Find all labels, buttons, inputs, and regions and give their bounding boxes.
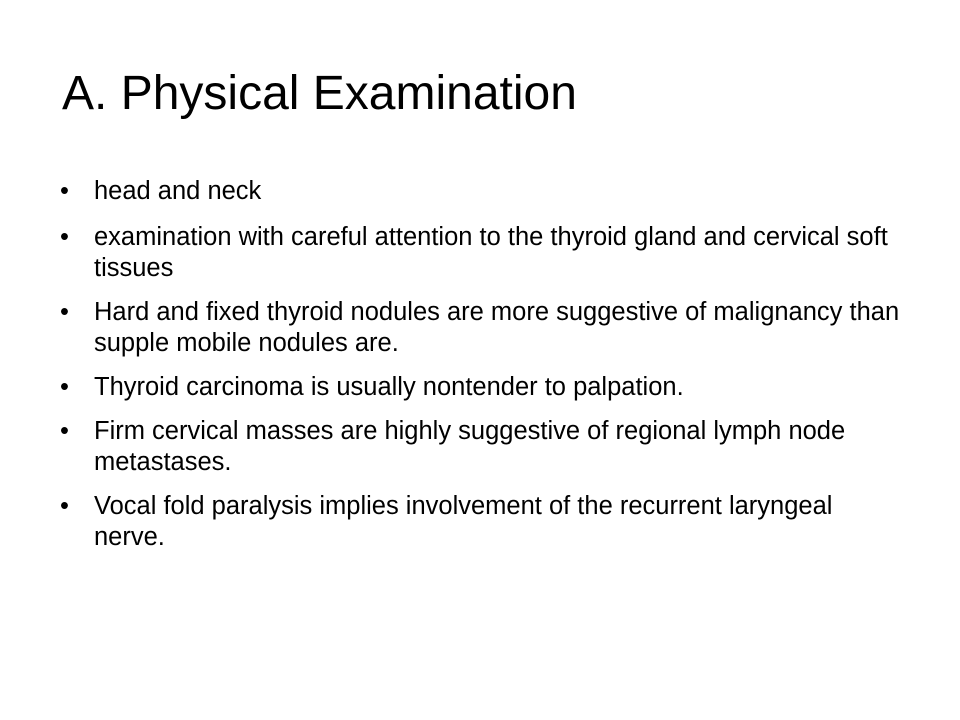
bullet-text: head and neck bbox=[94, 177, 262, 205]
bullet-item bbox=[60, 222, 900, 284]
slide-title: A. Physical Examination bbox=[62, 67, 577, 120]
bullet-item bbox=[60, 176, 900, 207]
bullet-text: Firm cervical masses are highly suggestive of regional lymph node metastases. bbox=[94, 417, 846, 476]
bullet-item bbox=[60, 297, 900, 359]
bullet-icon: • bbox=[60, 223, 69, 251]
bullet-item bbox=[60, 372, 900, 403]
bullet-icon: • bbox=[60, 492, 69, 520]
bullet-icon: • bbox=[60, 177, 69, 205]
bullet-item bbox=[60, 491, 900, 553]
bullet-item bbox=[60, 416, 900, 478]
bullet-icon: • bbox=[60, 298, 69, 326]
bullet-icon: • bbox=[60, 373, 69, 401]
bullet-list bbox=[60, 176, 900, 566]
bullet-icon: • bbox=[60, 417, 69, 445]
bullet-text: Vocal fold paralysis implies involvement of the recurrent laryngeal nerve. bbox=[94, 492, 833, 551]
bullet-text: Thyroid carcinoma is usually nontender to palpation. bbox=[94, 373, 684, 401]
bullet-text: Hard and fixed thyroid nodules are more suggestive of malignancy than supple mobile nodules are. bbox=[94, 298, 900, 357]
bullet-text: examination with careful attention to the thyroid gland and cervical soft tissues bbox=[94, 223, 888, 282]
